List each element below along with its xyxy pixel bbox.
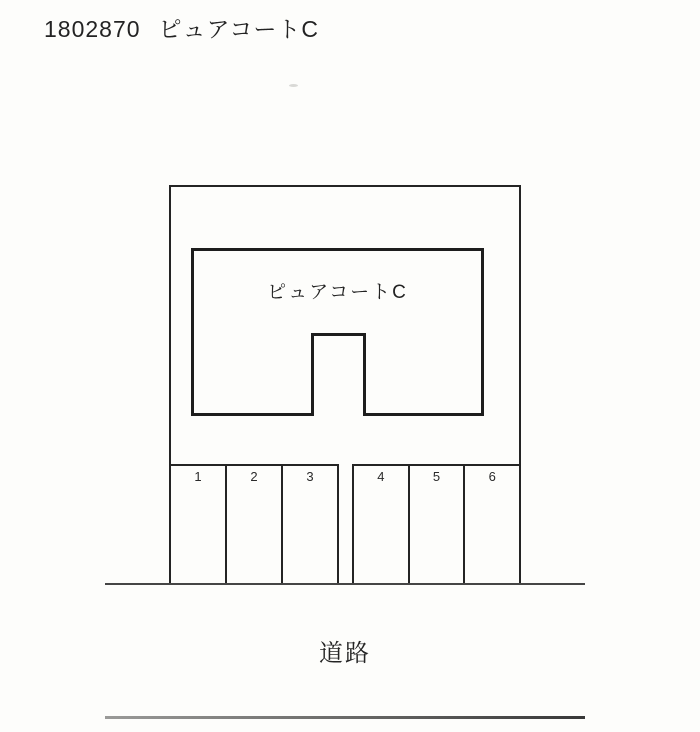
building-label: ピュアコートC xyxy=(267,282,408,303)
building-entrance-notch xyxy=(311,333,366,416)
parking-space-5: 5 xyxy=(410,466,466,584)
road-label: 道路 xyxy=(319,640,371,667)
parking-space-6: 6 xyxy=(465,466,521,584)
parking-space-2: 2 xyxy=(227,466,283,584)
page-title xyxy=(44,11,319,44)
parking-space-4: 4 xyxy=(354,466,410,584)
parking-space-1: 1 xyxy=(171,466,227,584)
property-name: ピュアコートC xyxy=(158,16,320,42)
parking-row-left xyxy=(169,464,339,584)
road-edge-line xyxy=(105,716,585,719)
property-id: 1802870 xyxy=(44,16,141,42)
parking-space-3: 3 xyxy=(283,466,339,584)
scan-artifact xyxy=(289,84,298,87)
parking-row-right xyxy=(352,464,521,584)
property-ground-line xyxy=(105,583,585,585)
